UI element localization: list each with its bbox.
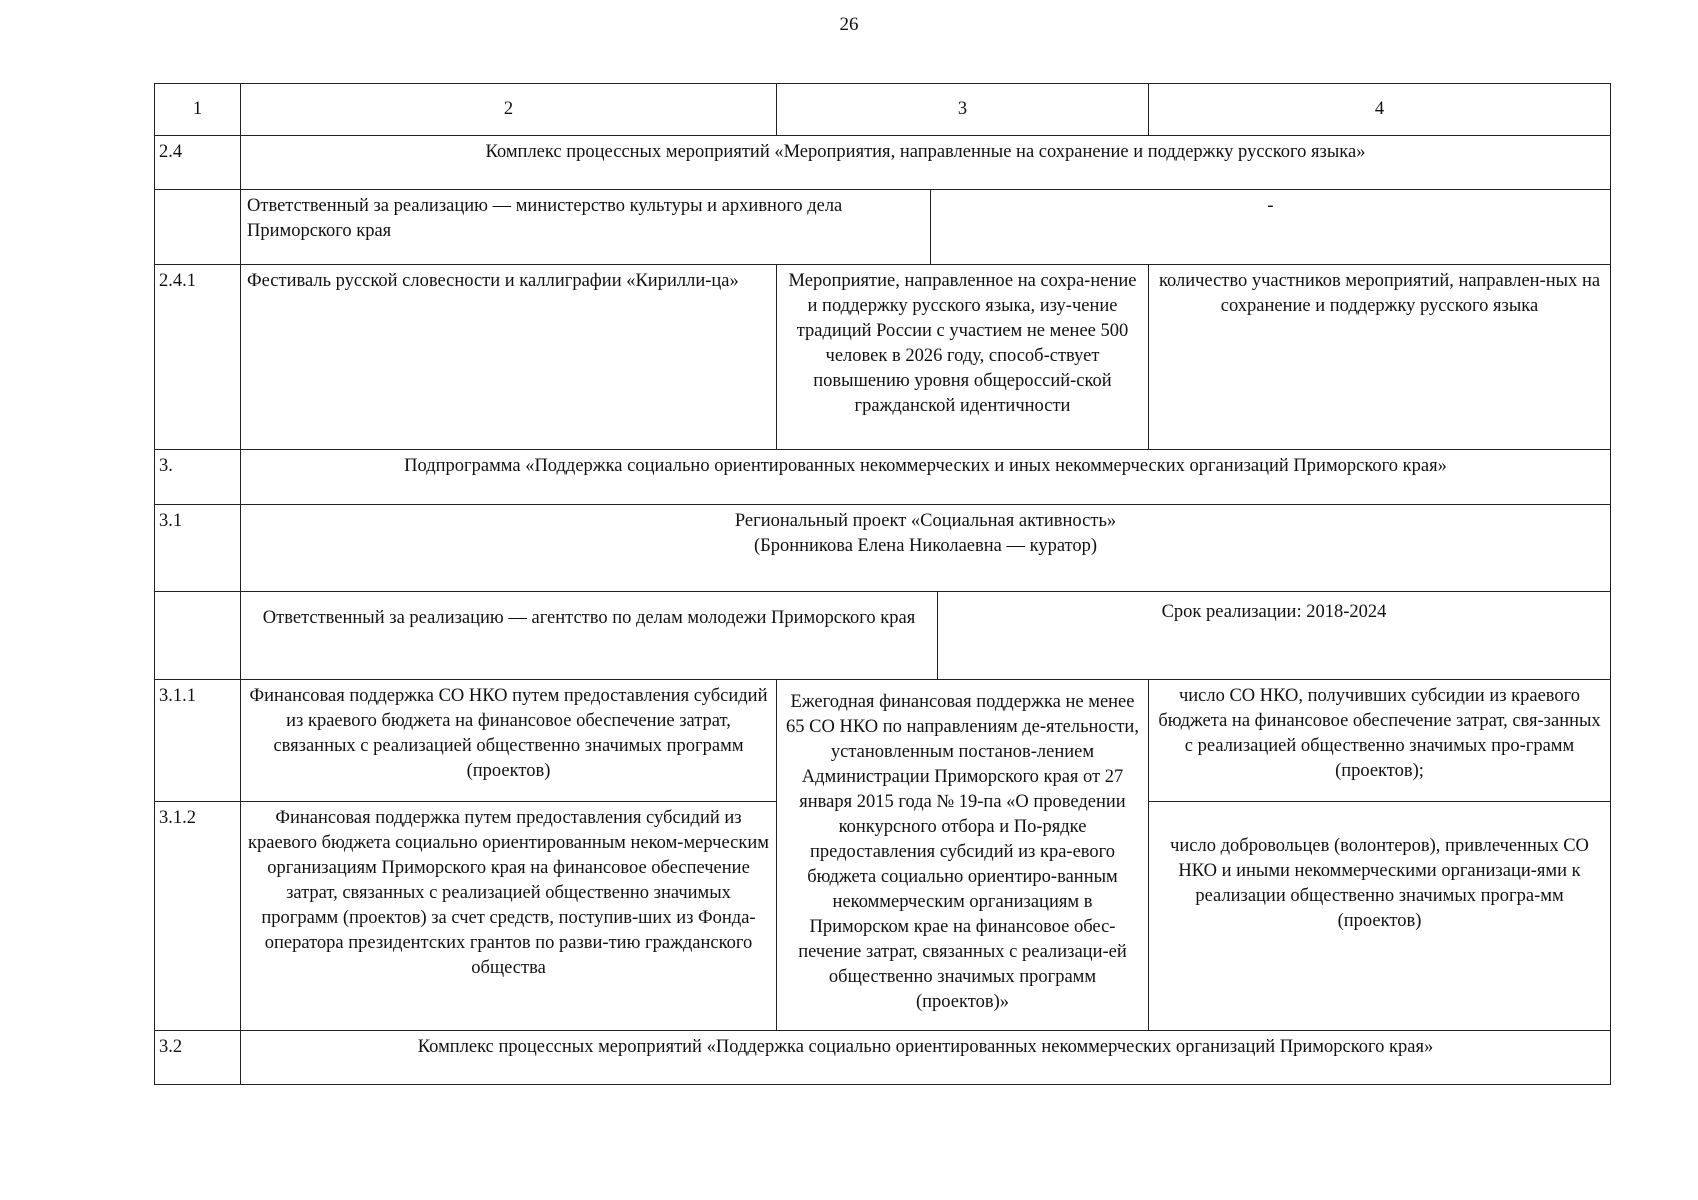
event-indicator: количество участников мероприятий, направлен-ных на сохранение и поддержку русского языка [1149, 265, 1611, 450]
header-row [155, 84, 1611, 136]
responsible-cell [241, 592, 1611, 680]
row-number: 3.1 [155, 505, 241, 592]
measure-indicator: число СО НКО, получивших субсидии из краевого бюджета на финансовое обеспечение затрат, свя-занных с реализацией общественно значимых про-грамм (проектов); [1149, 680, 1611, 802]
event-description: Мероприятие, направленное на сохра-нение и поддержку русского языка, изу-чение традиций России с участием не менее 500 человек в 2026 году, способ-ствует повышению уровня общероссий-ской гражданской идентичности [777, 265, 1149, 450]
header-cell-3: 3 [777, 84, 1149, 136]
program-table [154, 83, 1611, 1085]
table-row [155, 680, 1611, 802]
regional-project-curator: (Бронникова Елена Николаевна — куратор) [753, 536, 1098, 556]
row-number: 3. [155, 450, 241, 505]
header-cell-2: 2 [241, 84, 777, 136]
responsible-text: Ответственный за реализацию — министерство культуры и архивного дела Приморского края [241, 190, 931, 264]
measure-indicator: число добровольцев (волонтеров), привлеченных СО НКО и иными некоммерческими организаци-ями к реализации общественно значимых програ-мм (проектов) [1149, 802, 1611, 1031]
table-row [155, 190, 1611, 265]
row-number: 2.4 [155, 136, 241, 190]
regional-project [241, 505, 1611, 592]
responsible-cell [241, 190, 1611, 265]
event-name: Фестиваль русской словесности и каллиграфии «Кирилли-ца» [241, 265, 777, 450]
row-number: 3.1.1 [155, 680, 241, 802]
table-row [155, 592, 1611, 680]
table-row [155, 265, 1611, 450]
measure-description: Ежегодная финансовая поддержка не менее 65 СО НКО по направлениям де-ятельности, установленным постанов-лением Администрации Приморского края от 27 января 2015 года № 19-па «О проведении конкурсного отбора и По-рядке предоставления субсидий из кра-евого бюджета социально ориентиро-ванным некоммерческим организациям в Приморском крае на финансовое обес-печение затрат, связанных с реализаци-ей общественно значимых программ (проектов)» [777, 680, 1149, 1031]
measure-name: Финансовая поддержка СО НКО путем предоставления субсидий из краевого бюджета на финансовое обеспечение затрат, связанных с реализацией общественно значимых программ (проектов) [241, 680, 777, 802]
table-row [155, 505, 1611, 592]
section-title: Комплекс процессных мероприятий «Мероприятия, направленные на сохранение и поддержку русского языка» [241, 136, 1611, 190]
row-number: 2.4.1 [155, 265, 241, 450]
page-number: 26 [839, 14, 859, 35]
implementation-period: Срок реализации: 2018-2024 [1161, 602, 1387, 622]
section-title: Комплекс процессных мероприятий «Поддержка социально ориентированных некоммерческих организаций Приморского края» [241, 1031, 1611, 1085]
row-number-empty [155, 592, 241, 680]
responsible-text: Ответственный за реализацию — агентство по делам молодежи Приморского края [241, 592, 938, 679]
regional-project-title: Региональный проект «Социальная активность» [734, 511, 1117, 531]
table-row [155, 136, 1611, 190]
header-cell-4: 4 [1149, 84, 1611, 136]
row-number: 3.1.2 [155, 802, 241, 1031]
table-row [155, 1031, 1611, 1085]
measure-name: Финансовая поддержка путем предоставления субсидий из краевого бюджета социально ориентированным неком-мерческим организациям Приморского края на финансовое обеспечение затрат, связанных с реализацией общественно значимых программ (проектов) за счет средств, поступив-ших из Фонда-оператора президентских грантов по разви-тию гражданского общества [241, 802, 777, 1031]
row-number-empty [155, 190, 241, 265]
header-cell-1: 1 [155, 84, 241, 136]
row-number: 3.2 [155, 1031, 241, 1085]
table-row [155, 450, 1611, 505]
subprogram-title: Подпрограмма «Поддержка социально ориентированных некоммерческих и иных некоммерческих организаций Приморского края» [241, 450, 1611, 505]
responsible-dash: - [1267, 196, 1274, 216]
